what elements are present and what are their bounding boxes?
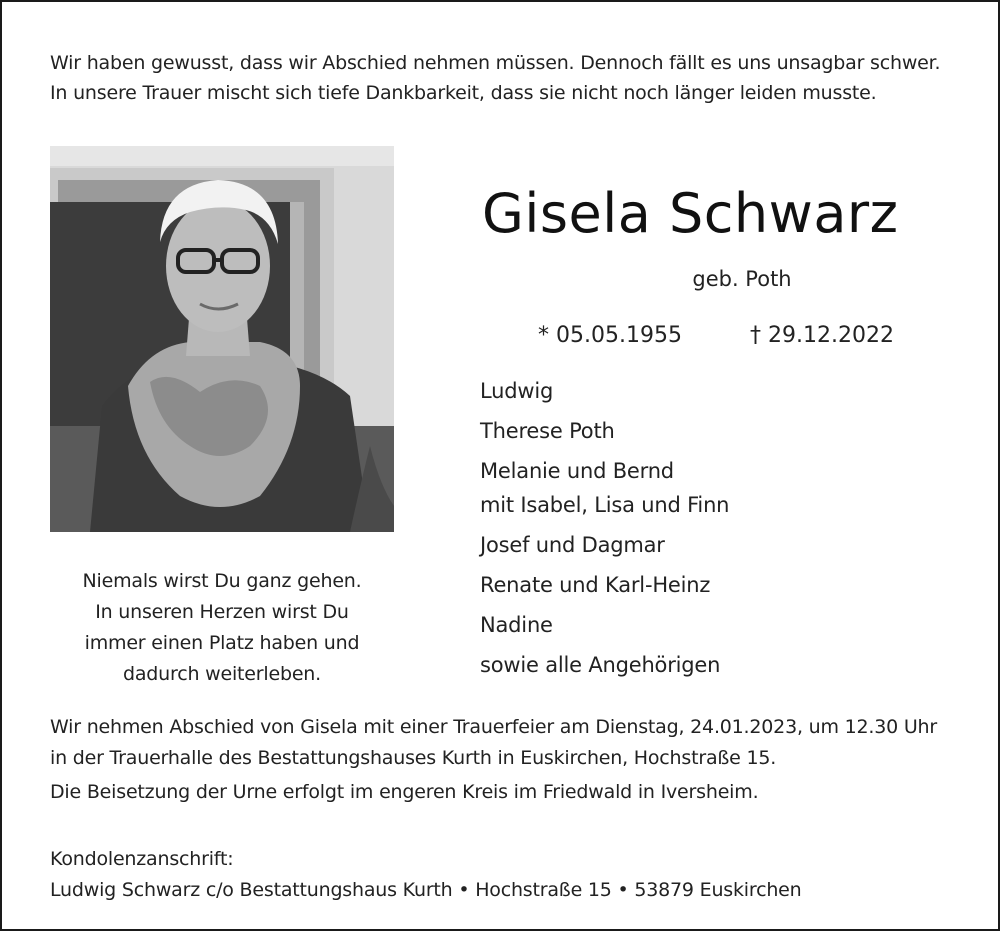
death-date: † 29.12.2022 (750, 323, 894, 348)
condolence-label: Kondolenzanschrift: (50, 848, 234, 870)
mourner-name: Therese Poth (480, 419, 615, 443)
mourner-name: Nadine (480, 613, 553, 637)
ceremony-info (50, 712, 970, 808)
mourner-item (480, 528, 960, 562)
intro-text (50, 48, 970, 108)
burial-line: Die Beisetzung der Urne erfolgt im engeren Kreis im Friedwald in Iversheim. (50, 781, 759, 803)
portrait-photo (50, 146, 394, 532)
mourner-item (480, 454, 960, 522)
intro-line-2: In unsere Trauer mischt sich tiefe Dankbarkeit, dass sie nicht noch länger leiden musste. (50, 82, 877, 104)
birth-date: * 05.05.1955 (538, 323, 682, 348)
quote-line: immer einen Platz haben und (84, 632, 360, 654)
intro-line-1: Wir haben gewusst, dass wir Abschied nehmen müssen. Dennoch fällt es uns unsagbar schwer. (50, 52, 941, 74)
mourner-item (480, 608, 960, 642)
quote-line: dadurch weiterleben. (123, 663, 321, 685)
quote-line: In unseren Herzen wirst Du (95, 601, 349, 623)
condolence-address-line: Ludwig Schwarz c/o Bestattungshaus Kurth • Hochstraße 15 • 53879 Euskirchen (50, 879, 802, 901)
mourner-name: Josef und Dagmar (480, 533, 665, 557)
mourner-name: Melanie und Bernd (480, 459, 674, 483)
mourner-children: mit Isabel, Lisa und Finn (480, 493, 730, 517)
mourner-item (480, 568, 960, 602)
mourner-name: Renate und Karl-Heinz (480, 573, 711, 597)
mourner-item (480, 374, 960, 408)
deceased-name: Gisela Schwarz (482, 182, 899, 245)
mourner-name: sowie alle Angehörigen (480, 653, 721, 677)
mourner-item (480, 414, 960, 448)
maiden-name: geb. Poth (692, 267, 792, 291)
mourners-list (480, 374, 960, 688)
ceremony-line-2: in der Trauerhalle des Bestattungshauses Kurth in Euskirchen, Hochstraße 15. (50, 747, 777, 769)
mourner-name: Ludwig (480, 379, 554, 403)
mourner-item (480, 648, 960, 682)
condolence-address (50, 844, 970, 906)
ceremony-line-1: Wir nehmen Abschied von Gisela mit einer Trauerfeier am Dienstag, 24.01.2023, um 12.30 Uhr (50, 716, 938, 738)
memorial-quote (50, 566, 394, 690)
quote-line: Niemals wirst Du ganz gehen. (82, 570, 362, 592)
